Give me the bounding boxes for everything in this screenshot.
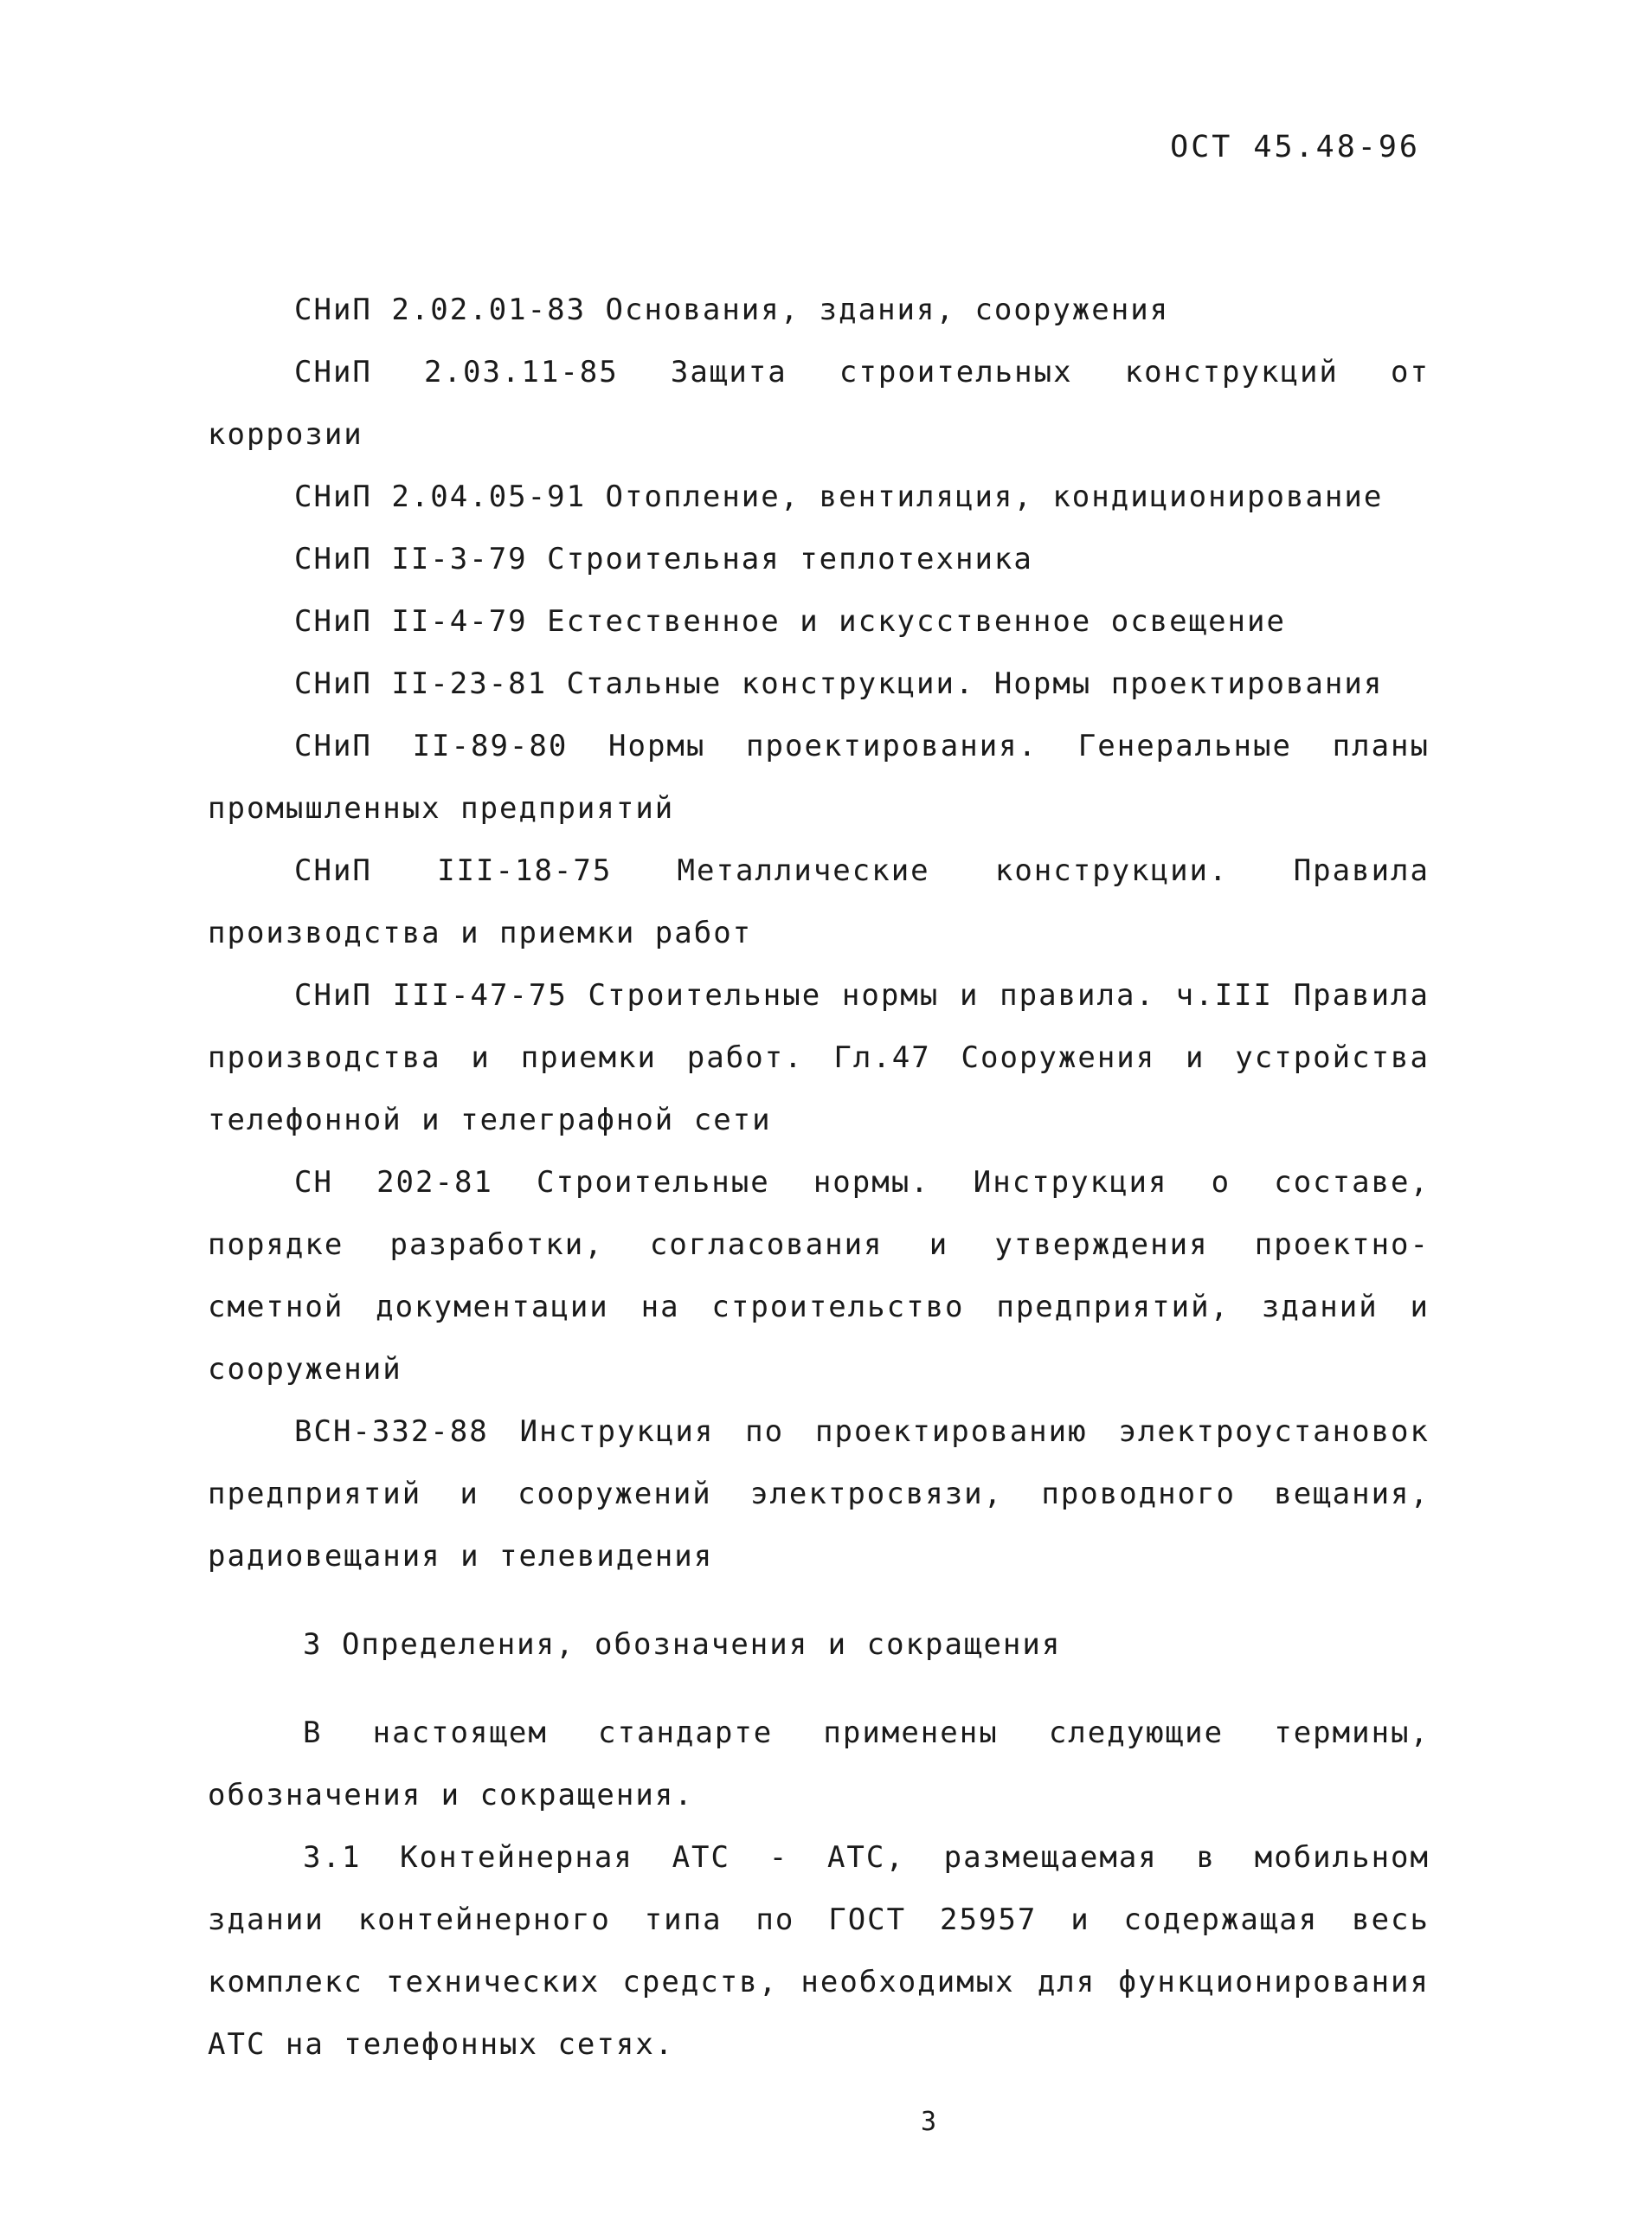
reference-item: СНиП 2.04.05-91 Отопление, вентиляция, кондиционирование [294,480,1384,514]
reference-item: СНиП 2.03.11-85 Защита строительных конструкций от коррозии [208,355,1430,452]
reference-item: СНиП II-3-79 Строительная теплотехника [294,542,1033,576]
section-intro: В настоящем стандарте применены следующие термины, обозначения и сокращения. [208,1716,1430,1812]
document-body [208,279,1430,2076]
section-title: 3 Определения, обозначения и сокращения [303,1627,1062,1662]
reference-item: ВСН-332-88 Инструкция по проектированию электроустановок предприятий и сооружений электросвязи, проводного вещания, радиовещания и телевидения [208,1414,1430,1574]
reference-item: СНиП II-4-79 Естественное и искусственное освещение [294,604,1286,639]
reference-item: СН 202-81 Строительные нормы. Инструкция о составе, порядке разработки, согласования и утверждения проектно-сметной документации на строительство предприятий, зданий и сооружений [208,1165,1430,1387]
reference-item: СНиП 2.02.01-83 Основания, здания, сооружения [294,293,1170,327]
reference-item: СНиП II-89-80 Нормы проектирования. Генеральные планы промышленных предприятий [208,729,1430,826]
definition-3-1: 3.1 Контейнерная АТС - АТС, размещаемая в мобильном здании контейнерного типа по ГОСТ 25957 и содержащая весь комплекс технических средств, необходимых для функционирования АТС на телефонных сетях. [208,1840,1430,2062]
reference-item: СНиП III-18-75 Металлические конструкции. Правила производства и приемки работ [208,853,1430,950]
page-number: 3 [921,2107,937,2137]
document-code: ОСТ 45.48-96 [1170,130,1420,164]
reference-item: СНиП III-47-75 Строительные нормы и правила. ч.III Правила производства и приемки работ. Гл.47 Сооружения и устройства телефонной и телеграфной сети [208,978,1430,1137]
reference-item: СНиП II-23-81 Стальные конструкции. Нормы проектирования [294,666,1384,701]
